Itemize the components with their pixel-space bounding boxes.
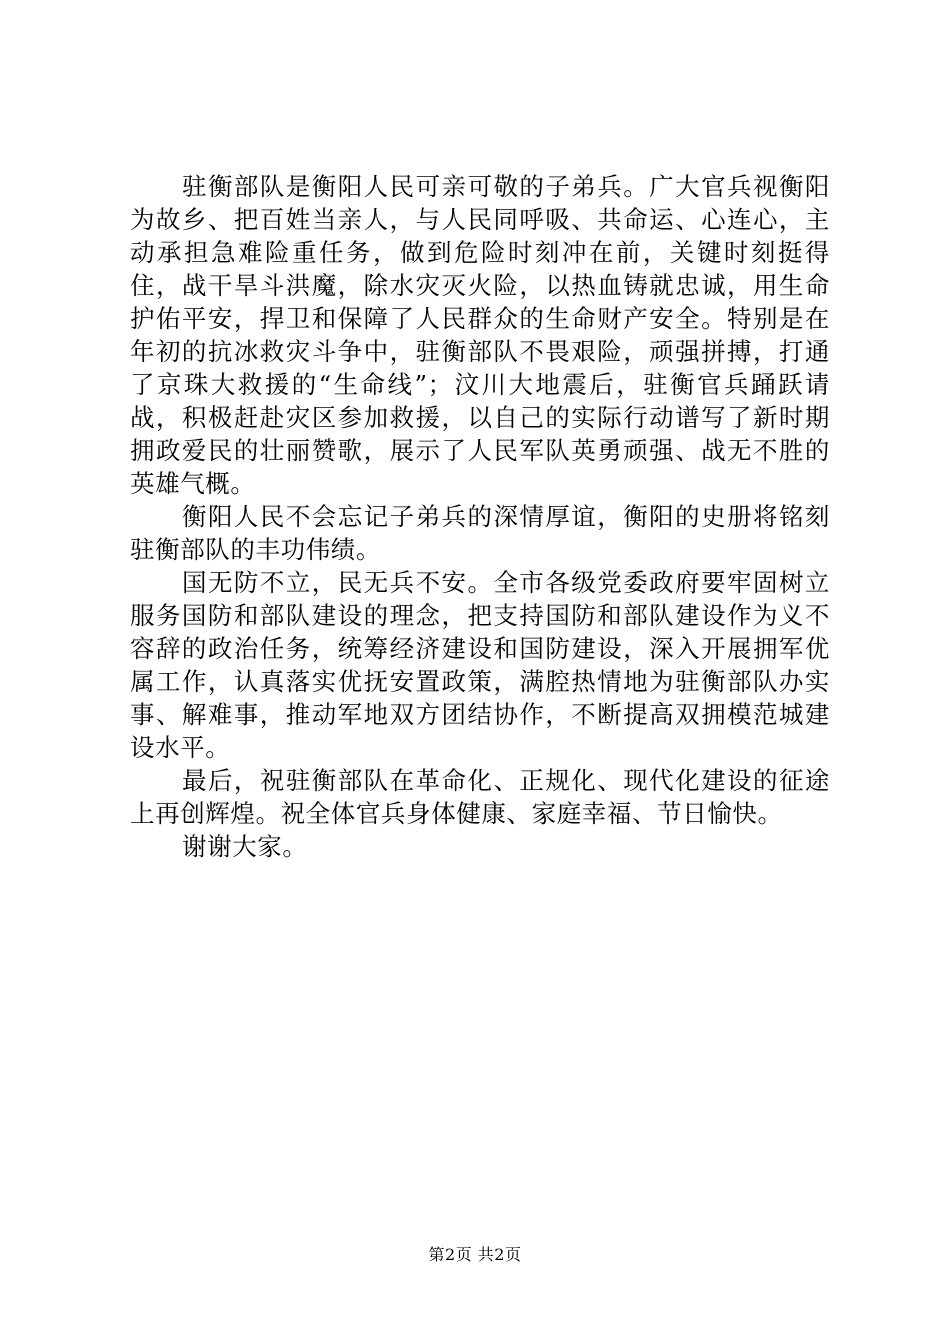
paragraph-4: 最后，祝驻衡部队在革命化、正规化、现代化建设的征途上再创辉煌。祝全体官兵身体健康、家庭幸福、节日愉快。: [130, 766, 830, 828]
paragraph-1: 驻衡部队是衡阳人民可亲可敬的子弟兵。广大官兵视衡阳为故乡、把百姓当亲人，与人民同呼吸、共命运、心连心，主动承担急难险重任务，做到危险时刻冲在前，关键时刻挺得住，战干旱斗洪魔，除水灾灭火险，以热血铸就忠诚，用生命护佑平安，捍卫和保障了人民群众的生命财产安全。特别是在年初的抗冰救灾斗争中，驻衡部队不畏艰险，顽强拼搏，打通了京珠大救援的“生命线”；汶川大地震后，驻衡官兵踊跃请战，积极赶赴灾区参加救援，以自己的实际行动谱写了新时期拥政爱民的壮丽赞歌，展示了人民军队英勇顽强、战无不胜的英雄气概。: [130, 172, 830, 498]
document-body: [130, 170, 830, 863]
paragraph-5: 谢谢大家。: [182, 832, 308, 861]
page-footer: 第2页 共2页: [428, 1245, 522, 1264]
paragraph-3: 国无防不立，民无兵不安。全市各级党委政府要牢固树立服务国防和部队建设的理念，把支持国防和部队建设作为义不容辞的政治任务，统筹经济建设和国防建设，深入开展拥军优属工作，认真落实优抚安置政策，满腔热情地为驻衡部队办实事、解难事，推动军地双方团结协作，不断提高双拥模范城建设水平。: [130, 568, 830, 762]
paragraph-2: 衡阳人民不会忘记子弟兵的深情厚谊，衡阳的史册将铭刻驻衡部队的丰功伟绩。: [130, 502, 830, 564]
